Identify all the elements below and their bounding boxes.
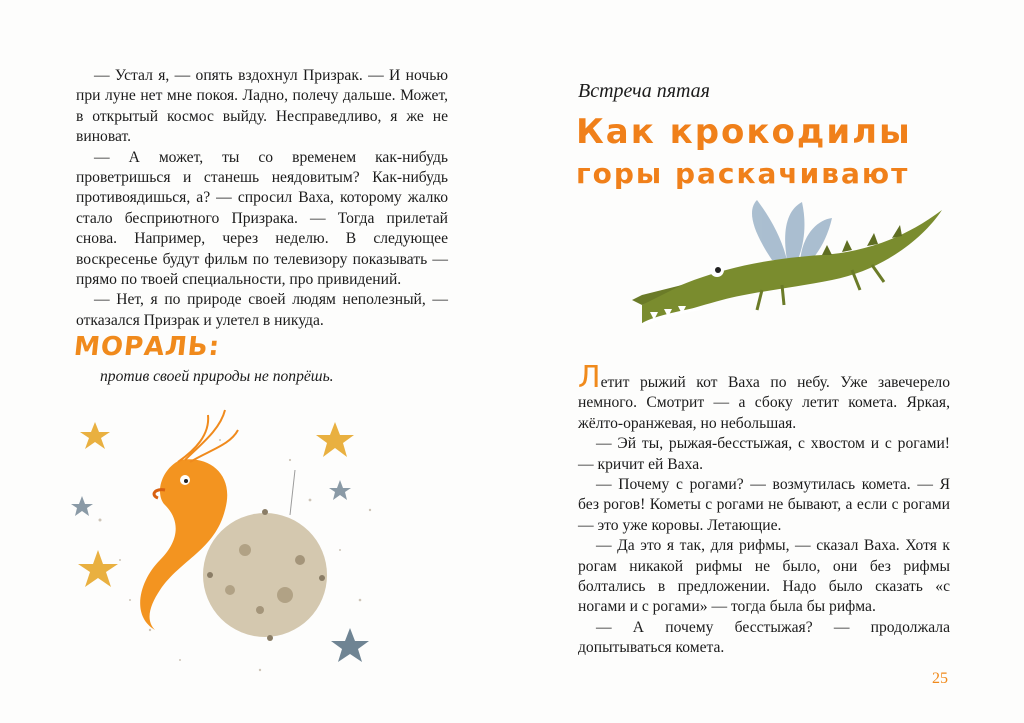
chapter-title-line: Как крокодилы [576,112,912,152]
flying-crocodile-illustration [622,200,952,330]
paragraph: — А может, ты со временем как-нибудь проветришься и станешь неядовитым? Как-нибудь противоядишься, а? — спросил Ваха, которому жалко стало бесприютного Призрака. — Тогда прилетай снова. Например, через неделю. В следующее воскресенье будут фильм по телевизору показывать — прямо по твоей специальности, про привидений. [76,148,448,289]
star-icon [71,496,93,516]
star-icon [80,422,110,449]
moral-heading: МОРАЛЬ: [72,332,222,362]
paragraph: — Да это я так, для рифмы, — сказал Ваха. Хотя к рогам никакой рифмы не было, они без рифмы болтались в предложении. Надо было сказать «с ногами и с рогами» — тогда была бы рифма. [578,537,950,616]
chapter-title-line: горы раскачивают [576,157,910,190]
star-icon [78,550,118,587]
paragraph: — Нет, я по природе своей людям неполезный, — отказался Призрак и улетел в никуда. [76,291,448,329]
paragraph: — Эй ты, рыжая-бесстыжая, с хвостом и с рогами! — кричит ей Ваха. [578,435,950,473]
star-icon [331,628,369,662]
chapter-title [576,110,956,194]
paragraph-text: етит рыжий кот Ваха по небу. Уже завечерело немного. Смотрит — а сбоку летит комета. Яркая, жёлто-оранжевая, но небольшая. [578,374,950,432]
page-number: 25 [932,670,948,687]
paragraph: — Устал я, — опять вздохнул Призрак. — И ночью при луне нет мне покоя. Ладно, полечу дальше. Может, в открытый космос выйду. Несправедливо, я же не виноват. [76,67,448,146]
paragraph [578,360,950,434]
comet-creature-on-planet-illustration [60,400,390,700]
moral-text: против своей природы не попрёшь. [100,368,334,385]
left-page-text [76,66,448,331]
star-icon [316,422,354,457]
paragraph: — А почему бесстыжая? — продолжала допытываться комета. [578,618,950,657]
star-icon [329,480,351,500]
right-page [512,0,1024,723]
dropcap: Л [578,360,601,395]
chapter-subtitle: Встреча пятая [578,80,710,102]
right-page-text [578,360,950,659]
paragraph: — Почему с рогами? — возмутилась комета. — Я без рогов! Кометы с рогами не бывают, а если с рогами — это уже коровы. Летающие. [578,476,950,534]
